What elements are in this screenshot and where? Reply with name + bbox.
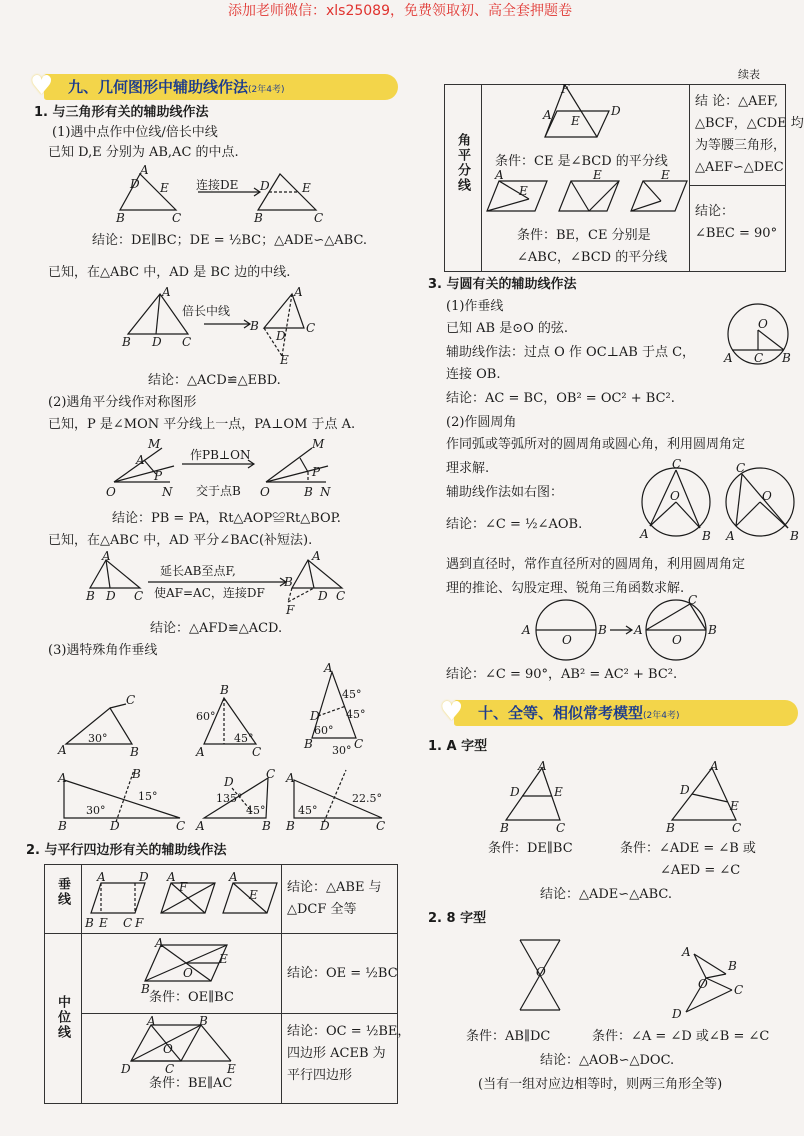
svg-text:D: D (152, 335, 162, 349)
svg-text:A: A (58, 743, 67, 757)
s3-concl2: 结论：∠C = ½∠AOB. (446, 517, 583, 532)
svg-text:D: D (276, 329, 286, 343)
svg-text:A: A (312, 549, 321, 563)
svg-text:30°: 30° (88, 732, 108, 745)
s3-method2: 辅助线作法如右图： (446, 485, 564, 500)
svg-text:E: E (160, 181, 169, 195)
inscribed-angle-figures (640, 456, 800, 548)
svg-text:F: F (135, 916, 144, 930)
svg-text:A: A (162, 285, 171, 299)
svg-text:A: A (196, 745, 205, 759)
svg-text:A: A (495, 168, 504, 182)
m2-cond2: 条件：∠A = ∠D 或∠B = ∠C (592, 1029, 770, 1044)
svg-text:B: B (86, 589, 95, 603)
svg-text:E: E (571, 114, 580, 128)
s1-p3: (3)遇特殊角作垂线 (48, 643, 158, 658)
svg-text:C: C (336, 589, 346, 603)
svg-text:C: C (126, 693, 136, 707)
bot-concl-b: ∠BEC = 90° (695, 226, 778, 241)
svg-text:D: D (139, 870, 149, 884)
special-angle-figures (56, 661, 386, 834)
s1-p2: (2)遇角平分线作对称图形 (48, 395, 197, 410)
svg-text:B: B (728, 959, 737, 973)
svg-text:A: A (229, 870, 238, 884)
svg-text:C: C (732, 821, 742, 835)
svg-text:B: B (199, 1014, 208, 1028)
arrow4a-label: 延长AB至点F, (160, 564, 236, 578)
svg-text:30°: 30° (86, 804, 106, 817)
svg-text:D: D (510, 785, 520, 799)
svg-text:D: D (224, 775, 234, 789)
svg-text:B: B (116, 211, 125, 225)
perpendicular-figures (83, 869, 279, 931)
m2-cond1: 条件：AB∥DC (466, 1029, 551, 1044)
svg-text:O: O (698, 977, 708, 991)
svg-text:E: E (227, 1062, 236, 1076)
given3: 已知，P 是∠MON 平分线上一点，PA⊥OM 于点 A. (48, 417, 356, 432)
svg-text:45°: 45° (346, 708, 366, 721)
s3-text-c: 遇到直径时，常作直径所对的圆周角，利用圆周角定 (446, 557, 746, 572)
bot-cond-a: 条件：BE，CE 分别是 (517, 228, 651, 243)
m2-concl: 结论：△AOB∽△DOC. (540, 1053, 675, 1068)
svg-text:M: M (312, 437, 325, 451)
svg-text:D: D (680, 783, 690, 797)
s3-method-a: 辅助线作法：过点 O 作 OC⊥AB 于点 C， (446, 345, 696, 360)
s3-text-a: 作同弧或等弧所对的圆周角或圆心角，利用圆周角定 (446, 437, 746, 452)
row2-concl: 结论：OE = ½BC (287, 966, 398, 981)
svg-text:C: C (182, 335, 192, 349)
given4: 已知，在△ABC 中，AD 平分∠BAC(补短法). (48, 533, 313, 548)
median-figure (120, 284, 316, 367)
svg-text:C: C (688, 593, 698, 607)
s3-concl1: 结论：AC = BC，OB² = OC² + BC². (446, 391, 675, 406)
s1-p1: (1)遇中点作中位线/倍长中线 (52, 125, 218, 140)
row3-cond: 条件：BE∥AC (149, 1076, 233, 1091)
m1-concl: 结论：△ADE∽△ABC. (540, 887, 672, 902)
svg-text:A: A (522, 623, 531, 637)
svg-text:C: C (736, 461, 746, 475)
svg-text:C: C (376, 819, 386, 833)
svg-text:E: E (249, 888, 258, 902)
svg-text:B: B (666, 821, 675, 835)
svg-text:O: O (758, 317, 768, 331)
svg-text:A: A (147, 1014, 156, 1028)
svg-text:N: N (162, 485, 173, 499)
svg-text:A: A (324, 661, 333, 675)
row2-label: 中位线 (55, 995, 70, 1040)
svg-text:F: F (561, 82, 570, 96)
svg-text:B: B (304, 485, 313, 499)
svg-text:A: A (640, 527, 649, 541)
svg-text:O: O (762, 489, 772, 503)
svg-text:A: A (167, 870, 176, 884)
s1-heading: 1. 与三角形有关的辅助线作法 (34, 105, 209, 120)
svg-text:A: A (538, 759, 547, 773)
svg-text:B: B (250, 319, 259, 333)
svg-text:N: N (320, 485, 331, 499)
svg-text:E: E (280, 353, 289, 367)
concl2: 结论：△ACD≌△EBD. (148, 373, 281, 388)
svg-text:B: B (284, 575, 293, 589)
bisector-figures-row (485, 168, 689, 221)
svg-text:O: O (672, 633, 682, 647)
svg-text:A: A (710, 759, 719, 773)
svg-text:B: B (598, 623, 607, 637)
s3-method-b: 连接 OB. (446, 367, 501, 382)
midpoint-parallelogram (121, 1014, 271, 1076)
svg-text:A: A (682, 945, 691, 959)
svg-text:C: C (176, 819, 186, 833)
svg-text:A: A (58, 771, 67, 785)
svg-text:O: O (260, 485, 270, 499)
top-concl-d: △AEF∽△DEC (695, 160, 784, 175)
svg-text:C: C (754, 351, 764, 365)
svg-text:B: B (708, 623, 717, 637)
svg-text:C: C (314, 211, 324, 225)
top-cond: 条件：CE 是∠BCD 的平分线 (495, 154, 668, 169)
svg-text:C: C (165, 1062, 175, 1076)
svg-text:B: B (132, 767, 141, 781)
svg-text:A: A (196, 819, 205, 833)
svg-text:E: E (302, 181, 311, 195)
svg-text:135°: 135° (216, 792, 243, 805)
svg-text:B: B (262, 819, 271, 833)
svg-text:B: B (85, 916, 94, 930)
svg-text:A: A (634, 623, 643, 637)
given2: 已知，在△ABC 中，AD 是 BC 边的中线. (48, 265, 291, 280)
angle-bisector-table (444, 82, 804, 272)
bisector-parallelogram (535, 82, 635, 147)
top-concl-c: 为等腰三角形， (695, 138, 787, 153)
svg-text:C: C (672, 457, 682, 471)
arrow3a-label: 作PB⊥ON (190, 448, 251, 462)
svg-text:B: B (220, 683, 229, 697)
heart-icon: ♥ (30, 71, 54, 101)
continued-label: 续表 (738, 68, 760, 81)
parallelogram-table (44, 864, 411, 1104)
svg-text:22.5°: 22.5° (352, 792, 382, 805)
diameter-figures (520, 593, 720, 662)
svg-text:A: A (286, 771, 295, 785)
top-concl-a: 结 论：△AEF, (695, 94, 779, 109)
svg-text:C: C (306, 321, 316, 335)
svg-text:C: C (556, 821, 566, 835)
svg-text:A: A (155, 936, 164, 950)
svg-text:A: A (726, 529, 735, 543)
svg-text:60°: 60° (196, 710, 216, 723)
svg-text:A: A (724, 351, 733, 365)
svg-text:B: B (58, 819, 67, 833)
svg-text:D: D (611, 104, 621, 118)
row3-concl-c: 平行四边形 (287, 1068, 353, 1083)
concl3: 结论：PB = PA，Rt△AOP≌Rt△BOP. (112, 511, 341, 526)
arrow1-label: 连接DE (196, 178, 239, 192)
m1-heading: 1. A 字型 (428, 739, 488, 754)
bot-cond-b: ∠ABC，∠BCD 的平分线 (517, 250, 668, 265)
svg-text:O: O (183, 966, 193, 980)
row2-cond: 条件：OE∥BC (149, 990, 234, 1005)
svg-text:45°: 45° (234, 732, 254, 745)
a-shape-figures (496, 760, 746, 834)
row1-concl-a: 结论：△ABE 与 (287, 880, 382, 895)
svg-text:D: D (260, 179, 270, 193)
svg-text:O: O (536, 965, 546, 979)
midline-figure (110, 164, 340, 224)
svg-text:O: O (163, 1042, 173, 1056)
svg-text:P: P (154, 469, 163, 483)
svg-text:C: C (252, 745, 262, 759)
svg-text:D: D (106, 589, 116, 603)
svg-text:P: P (312, 465, 321, 479)
svg-text:B: B (122, 335, 131, 349)
s3-text-b: 理求解. (446, 461, 490, 476)
svg-text:C: C (172, 211, 182, 225)
svg-text:A: A (97, 870, 106, 884)
svg-text:D: D (310, 709, 320, 723)
svg-text:D: D (320, 819, 330, 833)
svg-text:45°: 45° (298, 804, 318, 817)
svg-text:B: B (304, 737, 313, 751)
svg-text:E: E (519, 184, 528, 198)
svg-text:B: B (702, 529, 711, 543)
s3-heading: 3. 与圆有关的辅助线作法 (428, 277, 577, 292)
angle-label: 角平分线 (455, 133, 470, 193)
svg-text:B: B (790, 529, 799, 543)
svg-text:C: C (123, 916, 133, 930)
svg-text:B: B (130, 745, 139, 759)
s3-given: 已知 AB 是⊙O 的弦. (446, 321, 569, 336)
svg-text:M: M (148, 437, 161, 451)
svg-text:E: E (730, 799, 739, 813)
svg-text:15°: 15° (138, 790, 158, 803)
svg-text:C: C (354, 737, 364, 751)
svg-text:C: C (134, 589, 144, 603)
svg-text:C: C (734, 983, 744, 997)
section9-tag: (2年4考) (248, 85, 285, 95)
m2-note: (当有一组对应边相等时，则两三角形全等) (478, 1077, 723, 1092)
svg-text:F: F (179, 880, 188, 894)
svg-text:E: E (593, 168, 602, 182)
s3-text-d: 理的推论、勾股定理、锐角三角函数求解. (446, 581, 685, 596)
svg-text:45°: 45° (246, 804, 266, 817)
concl4: 结论：△AFD≌△ACD. (150, 621, 283, 636)
s2-heading: 2. 与平行四边形有关的辅助线作法 (26, 843, 227, 858)
svg-text:A: A (102, 549, 111, 563)
svg-text:30°: 30° (332, 744, 352, 757)
svg-text:B: B (782, 351, 791, 365)
svg-text:45°: 45° (342, 688, 362, 701)
svg-text:A: A (543, 108, 552, 122)
svg-text:B: B (286, 819, 295, 833)
m1-cond2a: 条件：∠ADE = ∠B 或 (620, 841, 756, 856)
arrow2-label: 倍长中线 (182, 304, 231, 318)
svg-text:D: D (121, 1062, 131, 1076)
svg-text:A: A (294, 285, 303, 299)
s3-p1: (1)作垂线 (446, 299, 504, 314)
section9-title: 九、几何图形中辅助线作法 (68, 78, 249, 96)
svg-text:D: D (130, 177, 140, 191)
svg-text:F: F (286, 603, 295, 617)
svg-text:O: O (106, 485, 116, 499)
chord-circle-figure (724, 296, 790, 376)
row1-label: 垂线 (55, 877, 70, 907)
row3-concl-b: 四边形 ACEB 为 (287, 1046, 386, 1061)
svg-text:B: B (254, 211, 263, 225)
svg-text:E: E (554, 785, 563, 799)
svg-text:E: E (219, 952, 228, 966)
svg-text:E: E (99, 916, 108, 930)
svg-text:O: O (562, 633, 572, 647)
heart-icon-2: ♥ (440, 697, 464, 727)
svg-text:D: D (672, 1007, 682, 1021)
svg-text:60°: 60° (314, 724, 334, 737)
s3-concl3: 结论：∠C = 90°，AB² = AC² + BC². (446, 667, 678, 682)
arrow3b-label: 交于点B (196, 484, 241, 498)
arrow4b-label: 使AF=AC，连接DF (154, 586, 265, 600)
section10-title: 十、全等、相似常考模型 (478, 704, 644, 722)
watermark: 添加老师微信：xls25089，免费领取初、高全套押题卷 (227, 3, 572, 19)
svg-text:D: D (318, 589, 328, 603)
svg-text:C: C (266, 767, 276, 781)
bot-concl-a: 结论： (695, 204, 735, 219)
s3-p2: (2)作圆周角 (446, 415, 517, 430)
section9-banner (30, 71, 398, 101)
section10-banner (440, 697, 798, 727)
m1-cond1: 条件：DE∥BC (488, 841, 573, 856)
svg-text:D: D (110, 819, 120, 833)
svg-text:B: B (141, 982, 150, 996)
svg-text:A: A (136, 453, 145, 467)
m1-cond2b: ∠AED = ∠C (660, 863, 741, 878)
top-concl-b: △BCF，△CDE 均 (695, 116, 804, 131)
row1-concl-b: △DCF 全等 (287, 902, 357, 917)
m2-heading: 2. 8 字型 (428, 911, 487, 926)
row3-concl-a: 结论：OC = ½BE， (287, 1024, 411, 1039)
given1: 已知 D,E 分别为 AB,AC 的中点. (48, 145, 239, 160)
eight-shape-figures (506, 930, 756, 1022)
section10-tag: (2年4考) (643, 711, 680, 721)
concl1: 结论：DE∥BC；DE = ½BC；△ADE∽△ABC. (92, 233, 368, 248)
svg-text:B: B (500, 821, 509, 835)
svg-text:E: E (661, 168, 670, 182)
svg-text:A: A (140, 163, 149, 177)
svg-text:O: O (670, 489, 680, 503)
